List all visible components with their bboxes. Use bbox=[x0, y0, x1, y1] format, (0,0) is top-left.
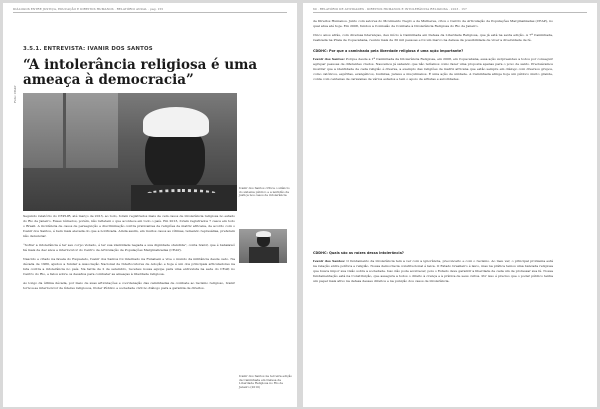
right-page bbox=[303, 3, 597, 407]
photo-window-background bbox=[23, 93, 118, 168]
photo-subject-white-cap bbox=[143, 107, 209, 137]
small-photo-body bbox=[249, 247, 279, 263]
answer-text: Porque desde a 1ª Caminhada da Intolerância Religiosa, em 2008, em Copacabana, essa ação surpreendeu a todos por conseguir agrupar pessoas de diferentes credos. Nascemos já sabendo que não teríamos como fazer uma proposta apenas para o povo de santo. Precisávamos mostrar que a identidade de cada religião é diversa, a exemplo das religiões de matriz africana que estão sempre em diálogo com diversos grupos, como católicos, espíritas, evangélicos, budistas, judeus e muçulmanos. É uma ação de unidade. A Caminhada atinge hoje um público muito grande, conta com centenas de caravanas de vários estados e tem o apoio de artistas e autoridades. bbox=[313, 57, 554, 81]
left-paragraph: Nascido e criado na favela do Esqueleto, Ivanir dos Santos foi internado na Funabem e vive o mundo da militância desde cedo. Na década de 1980, ajudou a fundar a Associação Nacional de Interlocutores de Adoção e hoje é um dos principais articuladores na luta contra a intolerância no país. Na tarde de 2 de setembro, recebeu nossa equipe para uma entrevista na sede do CEAP, no Centro do Rio, e falou sobre os desafios para combater as ameaças à liberdade religiosa. bbox=[23, 257, 235, 277]
photo-subject-beads bbox=[147, 189, 217, 198]
right-running-head: 60 · RELATÓRIO DE ATIVIDADES · DIREITOS HUMANOS E INTOLERÂNCIA RELIGIOSA · 2013 · 157 bbox=[313, 7, 587, 13]
photo-caption-top: Ivanir dos Santos critica o silêncio do sistema público e a lentidão da justiça nos casos de intolerância bbox=[239, 186, 290, 198]
interview-answer-2 bbox=[313, 259, 553, 284]
section-heading: 3.5.1. ENTREVISTA: IVANIR DOS SANTOS bbox=[23, 46, 153, 52]
answer-text: O fundamento da intolerância tem a ver com a ignorância, preconceito e com o racismo. Ao meu ver, o principal problema está na relação entre política e religião. Nossa democracia constitucional é laica. O Estado brasileiro é laico, mas na prática temos uma bancada religiosa que busca impor sua visão sobre a sociedade. Isso não pode acontecer, pois o Estado deve garantir a liberdade de cada um de professar sua fé. Nossa fundamentação está na Constituição, que assegura a todos o direito à crença e à prática de seus cultos. Por isso é preciso que o poder público tenha um papel mais ativo na defesa desses direitos e na punição dos casos de intolerância. bbox=[313, 258, 553, 283]
interview-answer-1 bbox=[313, 57, 553, 82]
answer-lead: Ivanir dos Santos: bbox=[313, 57, 345, 62]
small-photo-cap bbox=[256, 231, 271, 237]
small-photo bbox=[239, 229, 287, 263]
left-paragraph: “Sofrer a intolerância é ter seu corpo violado, é ter sua identidade negada e sua dignidade ofendida”, conta Ivanir, que é babalawô há mais de dez anos e interlocutor do Centro de Articulação de Populações Marginalizadas (CEAP). bbox=[23, 243, 235, 252]
photo-caption-bottom: Ivanir dos Santos na terceira edição da Caminhada em Defesa da Liberdade Religiosa no Rio de Janeiro (2010) bbox=[239, 374, 293, 390]
left-running-head: DIÁLOGOS ENTRE JUSTIÇA, EDUCAÇÃO E DIREITOS HUMANOS · RELATÓRIO ANUAL · pag. 155 bbox=[13, 7, 287, 13]
left-paragraph: Ao longo da última década, por meio de suas articulações e coordenação das caminhadas de combate ao racismo religioso, Ivanir tornou-se interlocutor de líderes religiosos, Poder Público e sociedade civil no diálogo para a garantia de direitos. bbox=[23, 281, 235, 291]
right-body-text bbox=[313, 19, 553, 86]
left-paragraph: Segundo relatório do CEPLIR, até março de 2013, ao todo, foram registrados mais de cem casos de intolerância religiosa no estado do Rio de Janeiro. Esses números, porém, não refletem o que acontece em todo o país. Em 2013, foram registrados 7 casos em todo o Brasil. A incidência de casos de perseguição e discriminação contra praticantes de religiões de matriz africana, de acordo com o Ivanir dos Santos, é bem mais elevada do que a notificada. Ainda assim, em muitos casos as vítimas, temendo represálias, preferem não denunciar. bbox=[23, 214, 235, 238]
right-intro-paragraph: de Direitos Humanos. Junto com setores do Movimento Negro e de Mulheres, criou o Centro de Articulação de Populações Marginalizadas (CEAP), no qual atua até hoje. Em 2008, fundou a Comissão de Combate à Intolerância Religiosa do Rio de Janeiro. bbox=[313, 19, 553, 28]
right-intro-paragraph: Cinco anos atrás, com diversas lideranças, deu início à Caminhada em Defesa da Liberdade Religiosa, que já está na sexta edição. A 7ª Caminhada, realizada na Praia de Copacabana, reuniu mais de 30 mil pessoas e foi um marco na defesa da possibilidade de viver a diversidade de fé. bbox=[313, 33, 553, 43]
left-body-text bbox=[23, 214, 235, 296]
portrait-photo bbox=[23, 93, 237, 211]
left-page bbox=[3, 3, 297, 407]
answer-lead: Ivanir dos Santos: bbox=[313, 258, 346, 263]
right-body-text-lower bbox=[313, 245, 553, 288]
article-headline: “A intolerância religiosa é uma ameaça à democracia” bbox=[23, 57, 258, 88]
interview-question-2: CDDHC: Quais são as raízes dessa intolerância? bbox=[313, 251, 404, 255]
photo-credit: Foto: CEAP bbox=[13, 85, 17, 103]
interview-question-1: CDDHC: Por que a caminhada pela liberdade religiosa é uma ação importante? bbox=[313, 49, 464, 54]
